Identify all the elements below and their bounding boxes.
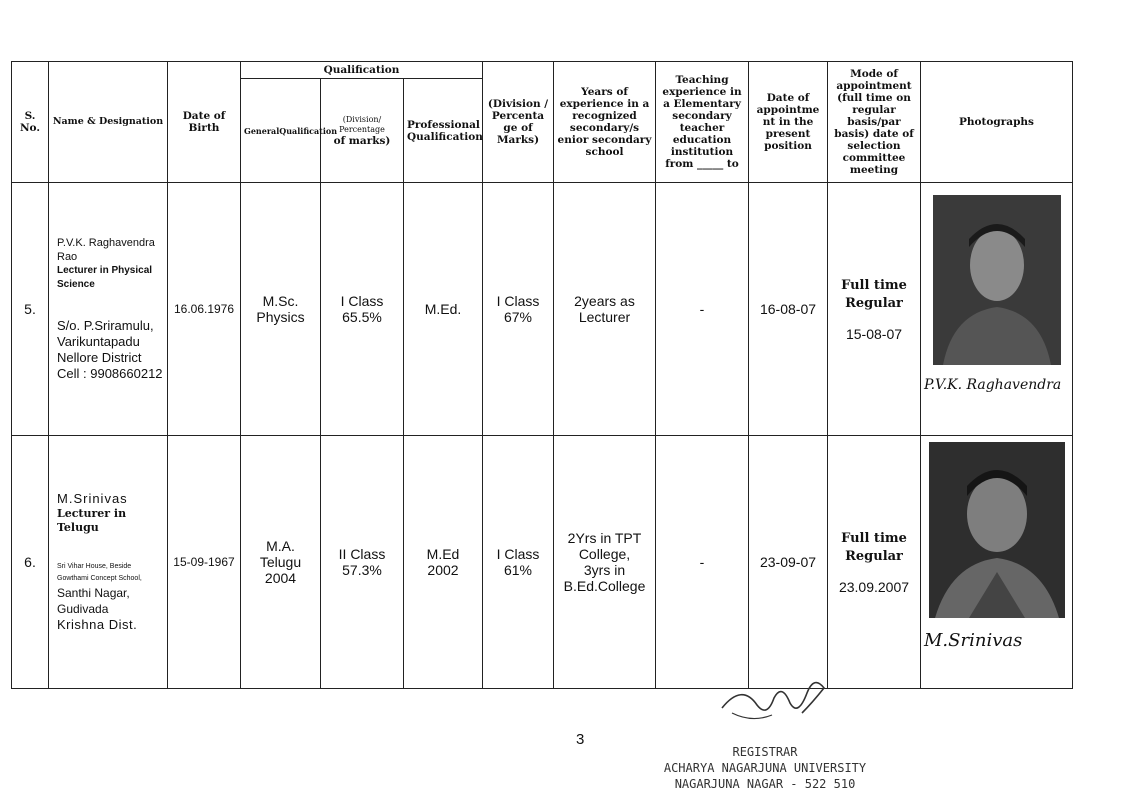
division-marks-cell — [483, 436, 554, 689]
portrait-image — [933, 195, 1061, 365]
professional-qualification-cell — [404, 183, 483, 436]
header-professional-qualification: Professional Qualification — [404, 79, 483, 183]
portrait-image — [929, 442, 1065, 618]
photograph — [933, 195, 1061, 365]
name-designation-cell — [49, 183, 168, 436]
header-dob: Date of Birth — [168, 62, 241, 183]
qualification-line: 2004 — [264, 570, 297, 586]
date-appointment-cell: 16-08-07 — [749, 183, 828, 436]
experience-line: 2Yrs in TPT — [567, 530, 642, 546]
appointment-table — [11, 61, 1073, 689]
header-date-appointment: Date of appointme nt in the present position — [749, 62, 828, 183]
division-line: I Class — [496, 293, 540, 309]
marks-line: 67% — [503, 309, 533, 325]
person-designation: Lecturer in Physical Science — [57, 265, 153, 290]
sno-cell: 6. — [12, 436, 49, 689]
registrar-signature — [712, 653, 832, 737]
address-line: Santhi Nagar, Gudivada — [57, 586, 130, 616]
division-marks-cell — [483, 183, 554, 436]
experience-line: B.Ed.College — [563, 578, 646, 594]
header-sno: S. No. — [12, 62, 49, 183]
header-name: Name & Designation — [49, 62, 168, 183]
address-line: Krishna Dist. — [57, 617, 138, 632]
percentage-line: 57.3% — [342, 562, 382, 578]
dob-cell: 15-09-1967 — [168, 436, 241, 689]
professional-line: M.Ed — [426, 546, 460, 562]
address-line: Nellore District — [57, 350, 142, 365]
stamp-line: ACHARYA NAGARJUNA UNIVERSITY — [663, 761, 867, 775]
mode-appointment-cell — [828, 436, 921, 689]
division-percentage-cell — [321, 436, 404, 689]
address-line: Sri Vihar House, Beside Gowthami Concept School, — [57, 563, 142, 582]
mode-line: Full time — [841, 531, 907, 546]
marks-line: 61% — [503, 562, 533, 578]
division-percentage-cell — [321, 183, 404, 436]
header-photographs: Photographs — [921, 62, 1073, 183]
header-mode-appointment: Mode of appointment (full time on regular basis/par basis) date of selection committee meeting — [828, 62, 921, 183]
photograph — [929, 442, 1065, 618]
stamp-line: REGISTRAR — [732, 745, 798, 759]
name-designation-cell — [49, 436, 168, 689]
signature: M.Srinivas — [924, 630, 1023, 651]
photograph-cell — [921, 436, 1073, 689]
header-division-marks: (Division / Percenta ge of Marks) — [483, 62, 554, 183]
general-qualification-cell — [241, 183, 321, 436]
dob-cell: 16.06.1976 — [168, 183, 241, 436]
header-division-percentage-top: (Division/ Percentage — [339, 114, 385, 134]
qualification-line: Physics — [256, 309, 305, 325]
date-appointment-cell: 23-09-07 — [749, 436, 828, 689]
experience-line: 2years as — [574, 293, 635, 309]
professional-line: 2002 — [427, 562, 459, 578]
qualification-line: M.A. — [266, 538, 295, 554]
professional-line: M.Ed. — [424, 301, 462, 317]
person-designation: Lecturer in Telugu — [57, 507, 127, 534]
division-line: I Class — [496, 546, 540, 562]
stamp-line: NAGARJUNA NAGAR - 522 510 — [674, 777, 856, 791]
experience-line: 3yrs in — [583, 562, 626, 578]
address-line: Varikuntapadu — [57, 334, 140, 349]
mode-line: Regular — [845, 549, 903, 564]
header-years-experience: Years of experience in a recognized secondary/s enior secondary school — [554, 62, 656, 183]
table-row — [12, 436, 1073, 689]
teaching-experience-cell: - — [656, 183, 749, 436]
teaching-experience-cell: - — [656, 436, 749, 689]
percentage-line: 65.5% — [342, 309, 382, 325]
mode-appointment-cell — [828, 183, 921, 436]
header-teaching-experience: Teaching experience in a Elementary secondary teacher education institution from _____ to — [656, 62, 749, 183]
years-experience-cell — [554, 183, 656, 436]
address-line: S/o. P.Sriramulu, — [57, 318, 154, 333]
person-name: M.Srinivas — [57, 491, 128, 506]
header-qualification: Qualification — [241, 62, 483, 79]
handwritten-signature-icon — [712, 653, 832, 733]
header-general-qualification: GeneralQualification — [241, 79, 321, 183]
person-name: P.V.K. Raghavendra Rao — [57, 237, 155, 263]
general-qualification-cell — [241, 436, 321, 689]
mode-date: 23.09.2007 — [838, 579, 910, 595]
page-number: 3 — [576, 731, 585, 748]
years-experience-cell — [554, 436, 656, 689]
registrar-stamp — [640, 744, 890, 792]
sno-cell: 5. — [12, 183, 49, 436]
professional-qualification-cell — [404, 436, 483, 689]
table-row — [12, 183, 1073, 436]
signature: P.V.K. Raghavendra — [924, 377, 1062, 393]
experience-line: Lecturer — [578, 309, 631, 325]
mode-line: Regular — [845, 296, 903, 311]
address-line: Cell : 9908660212 — [57, 366, 163, 381]
mode-line: Full time — [841, 278, 907, 293]
mode-date: 15-08-07 — [845, 326, 903, 342]
division-line: II Class — [338, 546, 386, 562]
qualification-line: Telugu — [259, 554, 302, 570]
qualification-line: M.Sc. — [262, 293, 299, 309]
photograph-cell — [921, 183, 1073, 436]
division-line: I Class — [340, 293, 384, 309]
experience-line: College, — [578, 546, 631, 562]
header-division-percentage-bottom: of marks) — [333, 134, 391, 147]
